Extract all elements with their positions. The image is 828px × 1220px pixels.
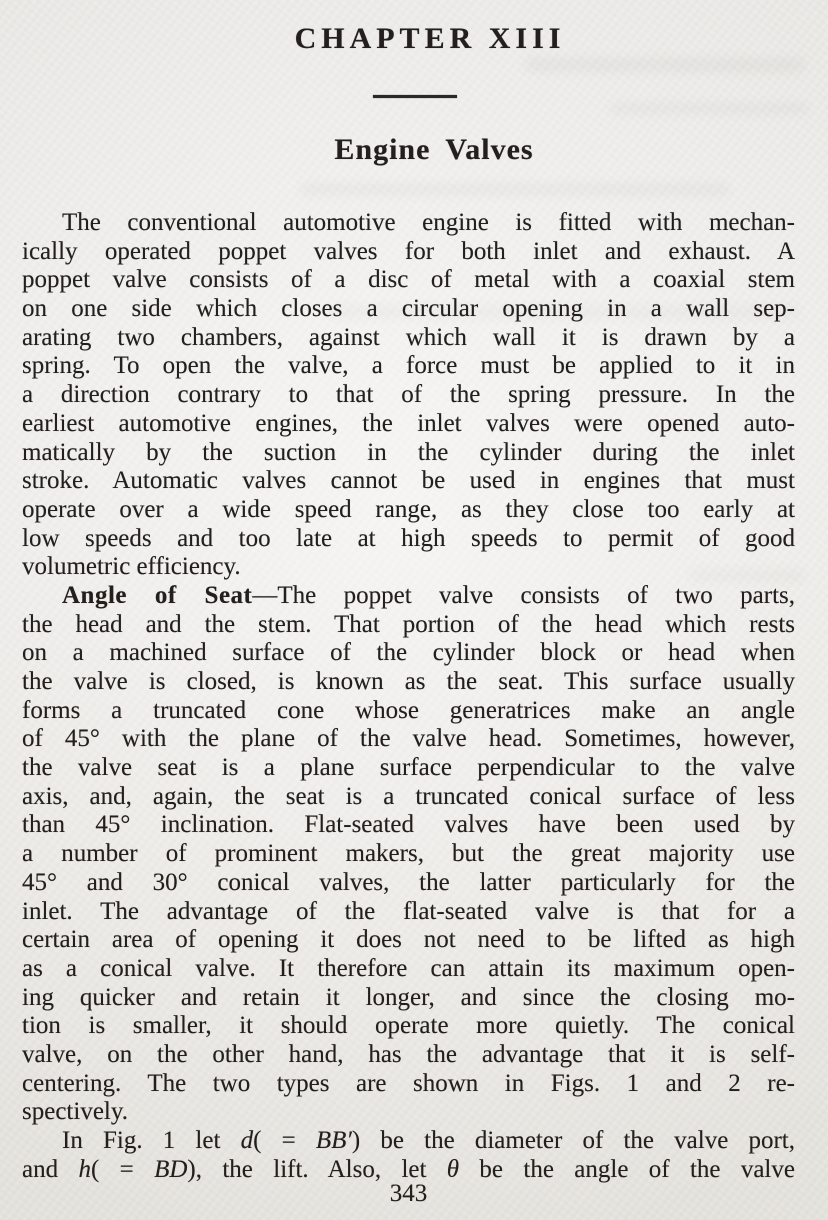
text-line	[22, 1098, 795, 1127]
plain-text: low speeds and too late at high speeds to permit of good	[22, 524, 795, 552]
text-line	[22, 467, 795, 496]
math-symbol-text: d	[240, 1127, 254, 1154]
text-line	[22, 295, 795, 324]
plain-text: stroke. Automatic valves cannot be used in engines that must	[22, 467, 795, 495]
text-line	[22, 410, 795, 439]
text-line	[22, 869, 795, 898]
plain-text: centering. The two types are shown in Figs. 1 and 2 re-	[22, 1069, 795, 1097]
plain-text: earliest automotive engines, the inlet valves were opened auto-	[22, 409, 795, 437]
plain-text: and	[22, 1155, 79, 1183]
text-line	[22, 352, 795, 381]
text-line	[22, 582, 795, 611]
text-line	[22, 639, 795, 668]
text-line	[22, 525, 795, 554]
text-line	[22, 1127, 795, 1156]
text-line	[22, 1070, 795, 1099]
text-line	[22, 668, 795, 697]
text-line	[22, 439, 795, 468]
plain-text: The conventional automotive engine is fitted with mechan-	[62, 209, 795, 236]
text-line	[22, 926, 795, 955]
paragraph-intro	[22, 209, 795, 582]
paragraph-angle-of-seat	[22, 582, 795, 1127]
text-line	[22, 811, 795, 840]
plain-text: axis, and, again, the seat is a truncated conical surface of less	[22, 782, 795, 810]
plain-text: operate over a wide speed range, as they close too early at	[22, 495, 795, 523]
text-line	[22, 725, 795, 754]
plain-text: a number of prominent makers, but the great majority use	[22, 840, 795, 868]
plain-text: as a conical valve. It therefore can attain its maximum open-	[22, 954, 795, 982]
text-line	[22, 984, 795, 1013]
text-line	[22, 840, 795, 869]
plain-text: —The poppet valve consists of two parts,	[252, 581, 795, 609]
plain-text: ( =	[90, 1155, 155, 1183]
text-line	[22, 898, 795, 927]
plain-text: valve, on the other hand, has the advantage that it is self-	[22, 1040, 795, 1068]
plain-text: on a machined surface of the cylinder block or head when	[22, 639, 795, 667]
math-symbol-text: BD	[154, 1155, 188, 1183]
plain-text: matically by the suction in the cylinder during the inlet	[22, 438, 795, 466]
text-line	[22, 955, 795, 984]
show-through-artifact	[525, 58, 805, 72]
plain-text: arating two chambers, against which wall it is drawn by a	[22, 323, 795, 351]
paragraph-figure-reference	[22, 1127, 795, 1184]
text-line	[22, 238, 795, 267]
page-number: 343	[389, 1180, 428, 1207]
plain-text: spectively.	[22, 1098, 128, 1126]
plain-text: the valve is closed, is known as the seat. This surface usually	[22, 668, 795, 695]
plain-text: volumetric efficiency.	[22, 553, 241, 581]
plain-text: ), the lift. Also, let	[187, 1155, 447, 1183]
body-text	[22, 209, 795, 1184]
text-line	[22, 266, 795, 295]
text-line	[22, 754, 795, 783]
plain-text: be the angle of the valve	[459, 1155, 795, 1183]
chapter-heading: CHAPTER XIII	[294, 22, 566, 55]
show-through-artifact	[610, 103, 810, 114]
section-divider-rule	[373, 95, 457, 98]
text-line	[22, 1012, 795, 1041]
text-line	[22, 496, 795, 525]
plain-text: In Fig. 1 let	[62, 1127, 241, 1154]
plain-text: poppet valve consists of a disc of metal with a coaxial stem	[22, 266, 795, 294]
plain-text: the valve seat is a plane surface perpendicular to the valve	[22, 754, 795, 782]
plain-text: ( =	[253, 1127, 316, 1154]
plain-text: the head and the stem. That portion of the head which rests	[22, 610, 795, 638]
text-line	[22, 324, 795, 353]
math-symbol-text: BB′	[315, 1127, 352, 1154]
text-line	[22, 697, 795, 726]
text-line	[22, 209, 795, 238]
bold-lead-text: Angle of Seat	[62, 581, 253, 609]
plain-text: 45° and 30° conical valves, the latter particularly for the	[22, 868, 795, 896]
plain-text: certain area of opening it does not need to be lifted as high	[22, 926, 795, 954]
math-symbol-text: h	[78, 1155, 91, 1183]
math-symbol-text: θ	[446, 1155, 460, 1183]
text-line	[22, 1041, 795, 1070]
plain-text: a direction contrary to that of the spring pressure. In the	[22, 381, 795, 409]
plain-text: tion is smaller, it should operate more quietly. The conical	[22, 1012, 795, 1040]
plain-text: on one side which closes a circular opening in a wall sep-	[22, 295, 795, 323]
plain-text: inlet. The advantage of the flat-seated valve is that for a	[22, 897, 795, 925]
plain-text: of 45° with the plane of the valve head. Sometimes, however,	[22, 725, 795, 753]
text-line	[22, 553, 795, 582]
text-line	[22, 611, 795, 640]
plain-text: ) be the diameter of the valve port,	[351, 1127, 795, 1154]
plain-text: than 45° inclination. Flat-seated valves have been used by	[22, 811, 795, 839]
plain-text: forms a truncated cone whose generatrices make an angle	[22, 696, 795, 724]
show-through-artifact	[300, 183, 730, 196]
text-line	[22, 381, 795, 410]
plain-text: ing quicker and retain it longer, and since the closing mo-	[22, 983, 795, 1011]
section-title: Engine Valves	[334, 133, 534, 166]
text-line	[22, 783, 795, 812]
plain-text: ically operated poppet valves for both inlet and exhaust. A	[22, 237, 795, 265]
plain-text: spring. To open the valve, a force must be applied to it in	[22, 352, 795, 380]
